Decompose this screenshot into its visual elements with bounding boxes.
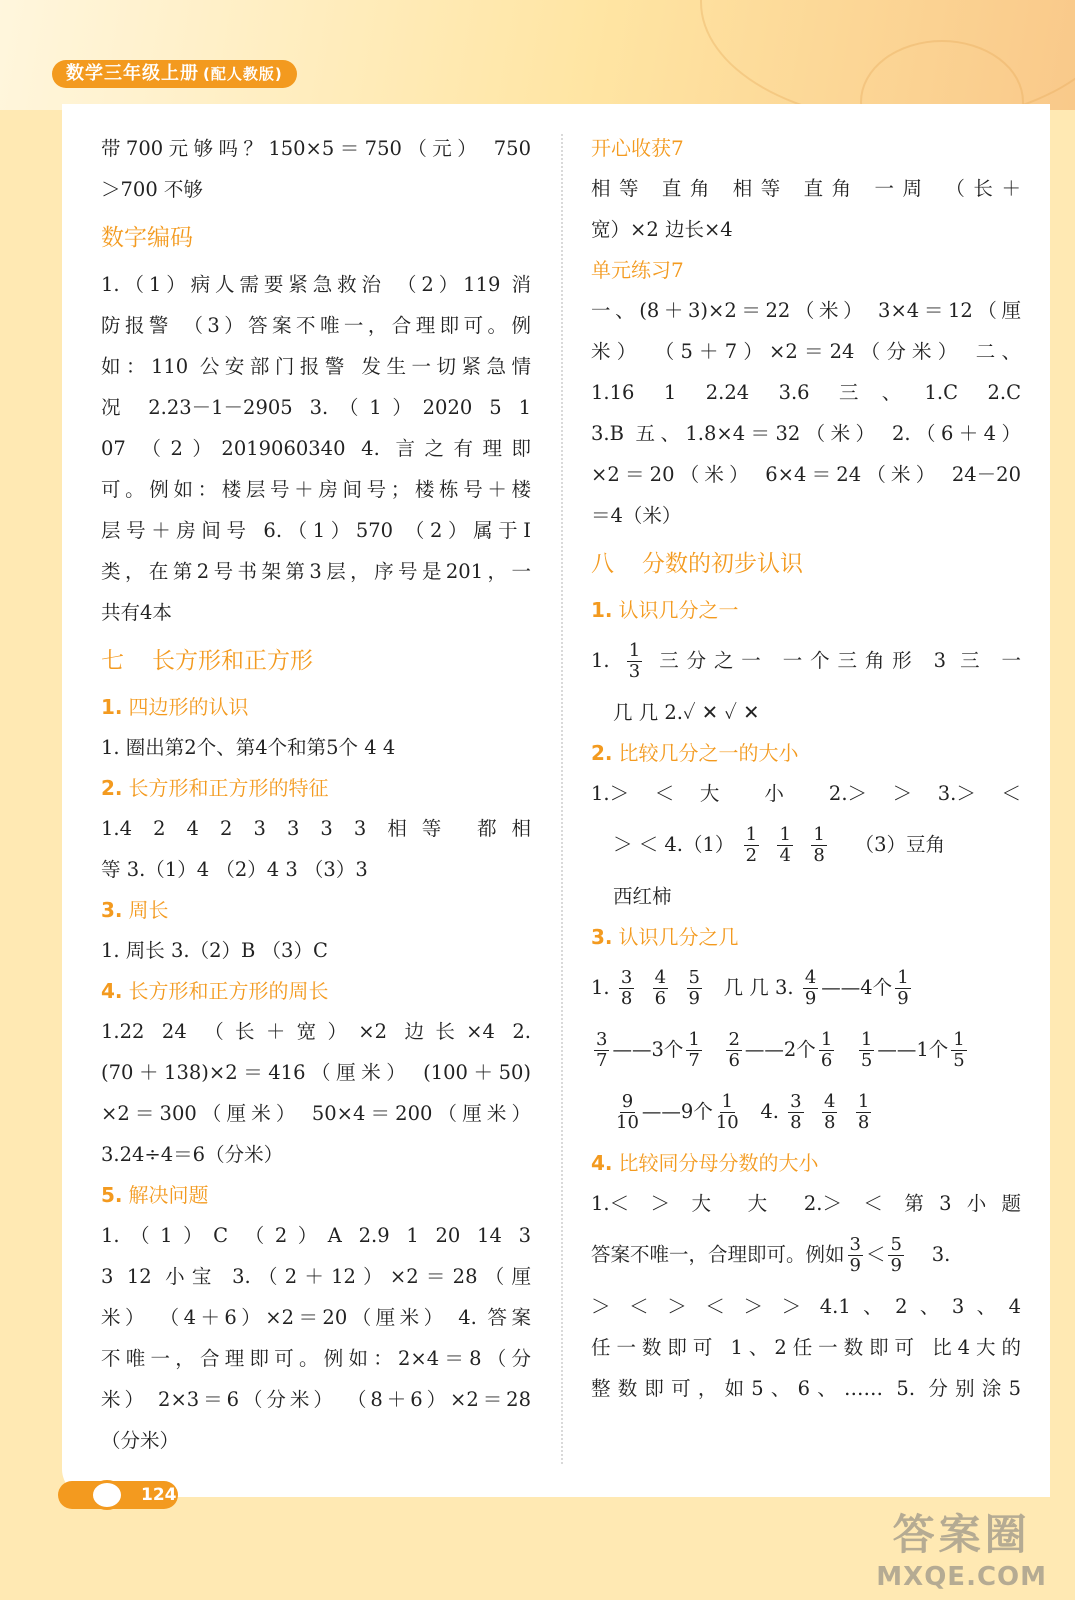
numerator: 1 xyxy=(857,1091,870,1112)
item-number: 4. xyxy=(760,1100,779,1123)
text-line: 相等 直角 相等 直角 一周 （长＋ xyxy=(591,177,1021,200)
fraction xyxy=(811,825,826,866)
chapter-number: 八 xyxy=(591,551,614,577)
text-line: 3 12 小宝 3.（2＋12）×2＝28（厘 xyxy=(101,1265,531,1288)
text-line: 1.（1）病人需要紧急救治 （2）119 消 xyxy=(101,273,531,296)
chapter-title: 分数的初步认识 xyxy=(642,551,803,577)
numerator: 1 xyxy=(860,1029,873,1050)
fraction xyxy=(627,641,642,682)
text-line: 07 （2）2019060340 4. 言之有理即 xyxy=(101,437,531,460)
numerator: 4 xyxy=(824,1091,836,1112)
page-marker-icon xyxy=(90,1480,124,1510)
denominator: 6 xyxy=(728,1050,740,1071)
denominator: 7 xyxy=(688,1050,700,1071)
book-title: 数学三年级上册 xyxy=(66,63,199,84)
text-line: ＝4（米） xyxy=(591,504,682,527)
chapter-heading xyxy=(101,637,531,685)
text-line xyxy=(591,1224,1021,1286)
denominator: 6 xyxy=(654,988,667,1009)
fraction xyxy=(803,968,818,1009)
subsection-title xyxy=(101,971,531,1011)
fraction xyxy=(859,1030,874,1071)
fraction xyxy=(616,1092,639,1133)
text-line: 带700元够吗？150×5＝750（元） 750 xyxy=(101,137,531,160)
subsection-title xyxy=(101,687,531,727)
text-line: 类，在第2号书架第3层，序号是201，一 xyxy=(101,560,531,583)
text-line: 况 2.23－1－2905 3.（1）2020 5 1 xyxy=(101,396,531,419)
subsection-label: 四边形的认识 xyxy=(128,695,249,719)
denominator: 9 xyxy=(849,1255,861,1276)
column-divider xyxy=(561,134,563,1464)
subsection-label: 解决问题 xyxy=(128,1183,209,1207)
numerator: 3 xyxy=(849,1234,861,1255)
numerator: 1 xyxy=(628,640,641,661)
numerator: 2 xyxy=(728,1029,740,1050)
fraction xyxy=(653,968,668,1009)
text-line: 1. 圈出第2个、第4个和第5个 4 4 xyxy=(101,736,396,759)
subsection-number: 5. xyxy=(101,1183,123,1207)
book-title-tag xyxy=(52,60,297,88)
watermark-url: MXQE.COM xyxy=(876,1562,1047,1592)
subsection-title xyxy=(101,1175,531,1215)
fraction xyxy=(686,1030,701,1071)
numerator: 3 xyxy=(620,967,633,988)
answer-text: 几 几 3. xyxy=(723,976,794,999)
text-line: 1.＞ ＜ 大 小 2.＞ ＞ 3.＞ ＜ xyxy=(591,782,1021,805)
denominator: 3 xyxy=(628,661,641,682)
text-line: 任一数即可 1、2任一数即可 比4大的 xyxy=(591,1336,1021,1359)
section-title-code: 数字编码 xyxy=(101,225,193,251)
fraction xyxy=(951,1030,966,1071)
fraction xyxy=(777,825,792,866)
denominator: 8 xyxy=(620,988,633,1009)
text-line: 宽）×2 边长×4 xyxy=(591,218,733,241)
denominator: 5 xyxy=(953,1050,965,1071)
subsection-label: 长方形和正方形的周长 xyxy=(128,979,329,1003)
text-line: 1.＜ ＞ 大 大 2.＞ ＜ 第3小题 xyxy=(591,1192,1021,1215)
fraction xyxy=(744,825,759,866)
text-line: 几 几 2.✓ ✕ ✓ ✕ xyxy=(613,701,760,724)
fraction xyxy=(822,1092,837,1133)
header-band xyxy=(0,0,1075,110)
fraction xyxy=(856,1092,871,1133)
fraction xyxy=(619,968,634,1009)
numerator: 4 xyxy=(654,967,667,988)
numerator: 1 xyxy=(953,1029,965,1050)
subsection-number: 3. xyxy=(101,898,123,922)
answer-text: ——3个 xyxy=(612,1038,684,1061)
text-line: 共有4本 xyxy=(101,601,172,624)
answer-text: ＞ ＜ 4.（1） xyxy=(613,833,735,856)
denominator: 6 xyxy=(820,1050,833,1071)
subsection-number: 4. xyxy=(101,979,123,1003)
chapter-title: 长方形和正方形 xyxy=(152,648,313,674)
subsection-label: 周长 xyxy=(128,898,169,922)
subsection-label: 认识几分之一 xyxy=(618,598,739,622)
fraction xyxy=(788,1092,803,1133)
text-line: 1.（1）C （2）A 2.9 1 20 14 3 xyxy=(101,1224,531,1247)
text-line: ＞700 不够 xyxy=(101,178,203,201)
page-number: 124 xyxy=(141,1485,177,1505)
text-line: 1.16 1 2.24 3.6 三、1.C 2.C xyxy=(591,381,1021,404)
answer-text: （3）豆角 xyxy=(854,833,946,856)
answer-text: 答案不唯一，合理即可。例如 xyxy=(591,1243,845,1266)
fraction xyxy=(895,968,910,1009)
text-line xyxy=(591,1019,1021,1081)
subsection-number: 2. xyxy=(101,776,123,800)
numerator: 1 xyxy=(721,1091,733,1112)
text-line: 米） 2×3＝6（分米） （8＋6）×2＝28 xyxy=(101,1388,531,1411)
subsection-title xyxy=(591,733,1021,773)
text-line xyxy=(591,630,1021,692)
denominator: 8 xyxy=(790,1112,802,1133)
denominator: 5 xyxy=(860,1050,873,1071)
happy-harvest-title: 开心收获7 xyxy=(591,136,684,160)
text-line: 如：110 公安部门报警 发生一切紧急情 xyxy=(101,355,531,378)
text-line: 米） （4＋6）×2＝20（厘米） 4. 答案 xyxy=(101,1306,531,1329)
numerator: 5 xyxy=(890,1234,902,1255)
numerator: 1 xyxy=(813,824,825,845)
denominator: 4 xyxy=(779,845,791,866)
subsection-number: 2. xyxy=(591,741,613,765)
answer-text: ——1个 xyxy=(877,1038,949,1061)
subsection-title xyxy=(591,1143,1021,1183)
chapter-number: 七 xyxy=(101,648,124,674)
numerator: 9 xyxy=(621,1091,634,1112)
fraction xyxy=(726,1030,741,1071)
fraction xyxy=(888,1235,903,1276)
watermark xyxy=(876,1502,1047,1592)
fraction xyxy=(594,1030,609,1071)
text-line: ×2＝300（厘米） 50×4＝200（厘米） xyxy=(101,1102,531,1125)
fraction xyxy=(848,1235,863,1276)
text-line: 1.22 24 （长＋宽）×2 边长×4 2. xyxy=(101,1020,531,1043)
book-edition: (配人教版) xyxy=(203,65,283,83)
numerator: 1 xyxy=(745,824,758,845)
text-line: 防报警 （3）答案不唯一，合理即可。例 xyxy=(101,314,531,337)
subsection-number: 1. xyxy=(101,695,123,719)
denominator: 8 xyxy=(857,1112,870,1133)
denominator: 9 xyxy=(804,988,817,1009)
item-number: 1. xyxy=(591,976,610,999)
text-line: 等 3.（1）4 （2）4 3 （3）3 xyxy=(101,858,368,881)
answer-text: ——9个 xyxy=(641,1100,713,1123)
text-line: （分米） xyxy=(101,1429,180,1452)
denominator: 8 xyxy=(813,845,825,866)
denominator: 9 xyxy=(890,1255,902,1276)
text-line: 3.B 五、1.8×4＝32（米） 2.（6＋4） xyxy=(591,422,1021,445)
chapter-heading xyxy=(591,540,1021,588)
subsection-number: 1. xyxy=(591,598,613,622)
text-line: 1. 周长 3.（2）B （3）C xyxy=(101,939,328,962)
subsection-title xyxy=(101,768,531,808)
unit-practice-title: 单元练习7 xyxy=(591,258,684,282)
text-line: 一、(8＋3)×2＝22（米） 3×4＝12（厘 xyxy=(591,299,1021,322)
fraction xyxy=(819,1030,834,1071)
item-number: 3. xyxy=(931,1243,951,1266)
text-line: 米） （5＋7）×2＝24（分米） 二、 xyxy=(591,340,1021,363)
numerator: 3 xyxy=(790,1091,802,1112)
answer-text: ＜ xyxy=(865,1243,886,1266)
text-line: ×2＝20（米） 6×4＝24（米） 24－20 xyxy=(591,463,1021,486)
answer-text: ——4个 xyxy=(821,976,893,999)
subsection-title xyxy=(591,917,1021,957)
text-line xyxy=(591,1081,1021,1143)
numerator: 3 xyxy=(596,1029,608,1050)
numerator: 1 xyxy=(820,1029,833,1050)
text-line xyxy=(591,957,1021,1019)
subsection-label: 比较几分之一的大小 xyxy=(618,741,799,765)
text-line: 层号＋房间号 6.（1）570 （2）属于Ⅰ xyxy=(101,519,531,542)
text-line: 可。例如：楼层号＋房间号；楼栋号＋楼 xyxy=(101,478,531,501)
text-line xyxy=(591,814,1021,876)
subsection-number: 4. xyxy=(591,1151,613,1175)
fraction xyxy=(687,968,702,1009)
numerator: 5 xyxy=(688,967,700,988)
text-line: 不唯一，合理即可。例如：2×4＝8（分 xyxy=(101,1347,531,1370)
right-column xyxy=(591,128,1021,1409)
fraction xyxy=(716,1092,739,1133)
text-line: (70＋138)×2＝416（厘米） (100＋50) xyxy=(101,1061,531,1084)
denominator: 9 xyxy=(688,988,700,1009)
item-number: 1. xyxy=(591,649,610,672)
denominator: 10 xyxy=(715,1112,739,1133)
numerator: 1 xyxy=(897,967,909,988)
denominator: 9 xyxy=(897,988,909,1009)
text-line: 1.4 2 4 2 3 3 3 3 相等 都相 xyxy=(101,817,531,840)
watermark-logo: 答案圈 xyxy=(892,1510,1031,1559)
answer-text: ——2个 xyxy=(744,1038,816,1061)
denominator: 10 xyxy=(616,1112,639,1133)
subsection-label: 比较同分母分数的大小 xyxy=(618,1151,819,1175)
text-line: ＞ ＜ ＞ ＜ ＞ ＞ 4.1、2、3、4 xyxy=(591,1295,1021,1318)
subsection-title xyxy=(591,590,1021,630)
subsection-number: 3. xyxy=(591,925,613,949)
subsection-label: 长方形和正方形的特征 xyxy=(128,776,329,800)
text-line: 西红柿 xyxy=(613,885,672,908)
left-column xyxy=(101,128,531,1461)
numerator: 1 xyxy=(779,824,791,845)
denominator: 2 xyxy=(745,845,758,866)
denominator: 7 xyxy=(596,1050,608,1071)
text-line: 3.24÷4＝6（分米） xyxy=(101,1143,284,1166)
answer-text: 三分之一 一个三角形 3 三 一 xyxy=(659,649,1022,672)
numerator: 1 xyxy=(688,1029,700,1050)
text-line: 整数即可，如5、6、…… 5. 分别涂5 xyxy=(591,1377,1021,1400)
subsection-label: 认识几分之几 xyxy=(618,925,739,949)
denominator: 8 xyxy=(824,1112,836,1133)
numerator: 4 xyxy=(804,967,817,988)
subsection-title xyxy=(101,890,531,930)
